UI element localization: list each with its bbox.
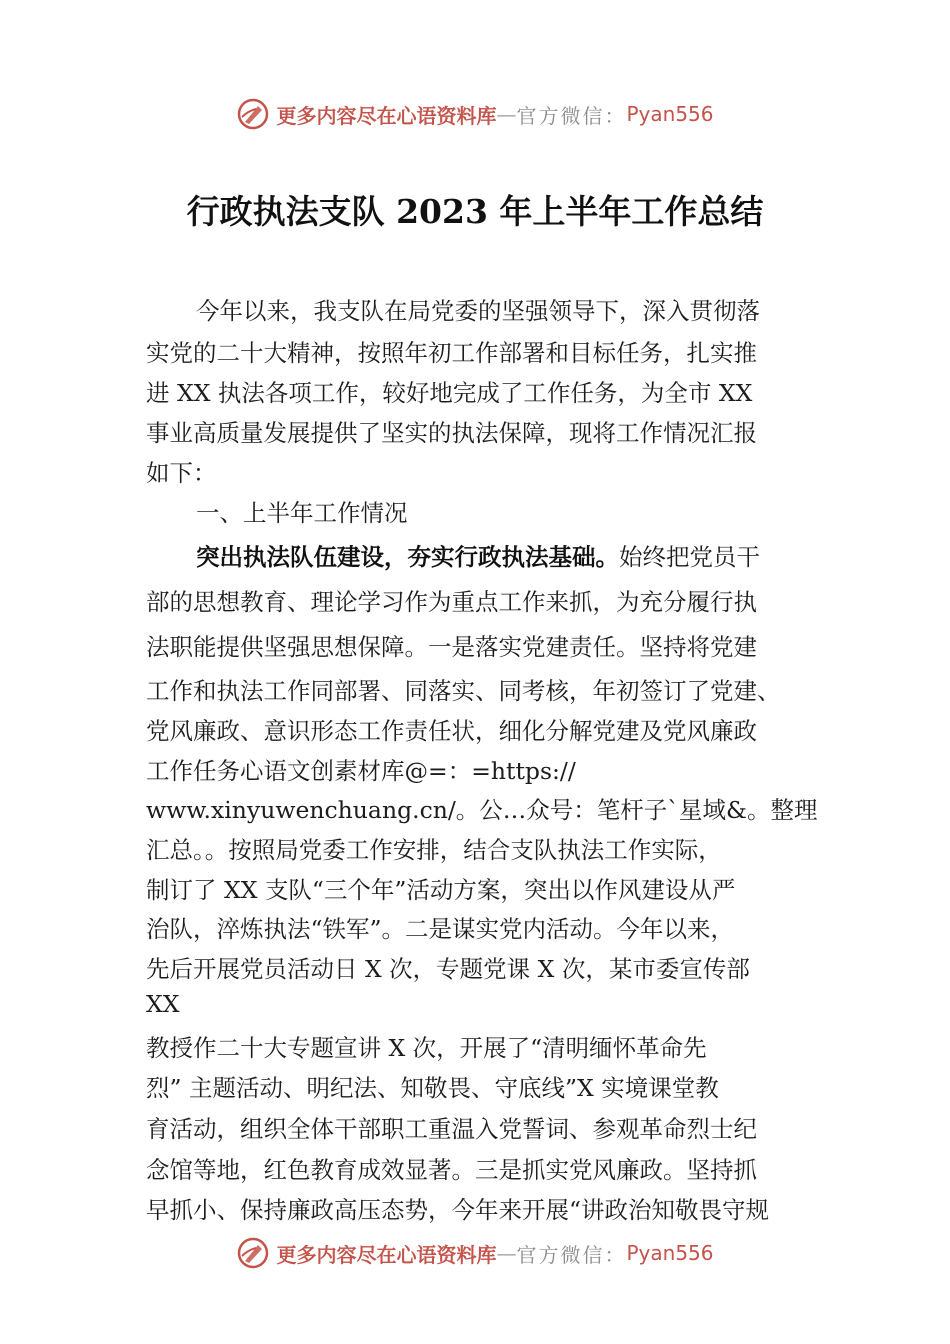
bold-lead-sentence: 突出执法队伍建设，夯实行政执法基础。	[196, 543, 619, 571]
watermark-label: 官方微信：	[516, 1242, 627, 1267]
paragraph-line: 进 XX 执法各项工作，较好地完成了工作任务，为全市 XX	[146, 379, 753, 407]
watermark-dash: —	[496, 1241, 517, 1265]
watermark-wechat-id: Pyan556	[626, 102, 714, 126]
paragraph-line: 烈” 主题活动、明纪法、知敬畏、守底线”X 实境课堂教	[146, 1074, 719, 1102]
paragraph-line: 如下：	[146, 459, 217, 487]
paragraph-line: 今年以来，我支队在局党委的坚强领导下，深入贯彻落	[196, 297, 760, 325]
watermark-brand: 更多内容尽在心语资料库	[276, 103, 497, 128]
paragraph-line: 实党的二十大精神，按照年初工作部署和目标任务，扎实推	[146, 339, 757, 367]
paragraph-line: 念馆等地，红色教育成效显著。三是抓实党风廉政。坚持抓	[146, 1156, 757, 1184]
paragraph-line: XX	[146, 990, 180, 1018]
paragraph-line: 育活动，组织全体干部职工重温入党誓词、参观革命烈士纪	[146, 1115, 757, 1143]
paragraph-line: 早抓小、保持廉政高压态势，今年来开展“讲政治知敬畏守规	[146, 1196, 770, 1224]
pen-nib-icon	[236, 1236, 270, 1270]
paragraph-line: 党风廉政、意识形态工作责任状，细化分解党建及党风廉政	[146, 717, 757, 745]
paragraph-line: www.xinyuwenchuang.cn/。公…众号：笔杆子`星域&。整理	[146, 796, 818, 824]
watermark-brand: 更多内容尽在心语资料库	[276, 1242, 497, 1267]
watermark-label: 官方微信：	[516, 103, 627, 128]
paragraph-line: 部的思想教育、理论学习作为重点工作来抓，为充分履行执	[146, 588, 757, 616]
paragraph-line: 先后开展党员活动日 X 次，专题党课 X 次，某市委宣传部	[146, 955, 750, 983]
paragraph-line: 工作和执法工作同部署、同落实、同考核，年初签订了党建、	[146, 677, 781, 705]
watermark-wechat-id: Pyan556	[626, 1241, 714, 1265]
document-title: 行政执法支队 2023 年上半年工作总结	[186, 192, 764, 231]
paragraph-line	[196, 538, 760, 572]
paragraph-line: 教授作二十大专题宣讲 X 次，开展了“清明缅怀革命先	[146, 1034, 707, 1062]
pen-nib-icon	[236, 97, 270, 131]
paragraph-line: 工作任务心语文创素材库@=：=https://	[146, 757, 576, 785]
paragraph-line-text: 始终把党员干	[619, 543, 760, 571]
paragraph-line: 制订了 XX 支队“三个年”活动方案，突出以作风建设从严	[146, 876, 736, 904]
paragraph-line: 治队，淬炼执法“铁军”。二是谋实党内活动。今年以来，	[146, 915, 735, 943]
header-watermark	[0, 92, 950, 136]
paragraph-line: 事业高质量发展提供了坚实的执法保障，现将工作情况汇报	[146, 419, 757, 447]
footer-watermark	[0, 1231, 950, 1275]
paragraph-line: 汇总。。按照局党委工作安排，结合支队执法工作实际，	[146, 836, 722, 864]
section-heading: 一、上半年工作情况	[196, 499, 408, 527]
paragraph-line: 法职能提供坚强思想保障。一是落实党建责任。坚持将党建	[146, 633, 757, 661]
watermark-dash: —	[496, 102, 517, 126]
